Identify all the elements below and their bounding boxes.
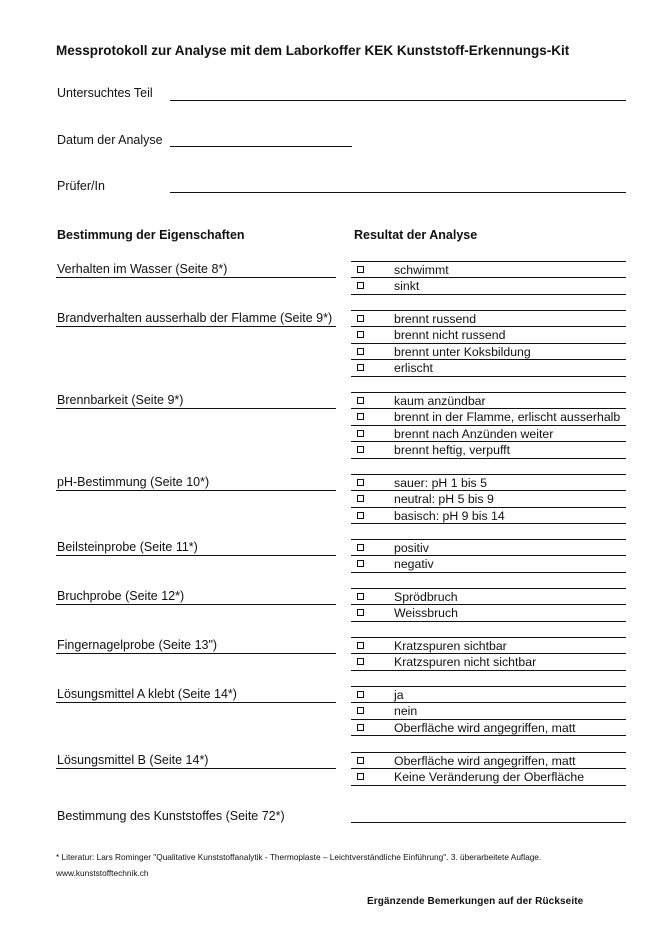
option-rule (351, 719, 626, 720)
option-checkbox[interactable] (357, 757, 364, 764)
option-rule (351, 539, 626, 540)
result-header: Resultat der Analyse (354, 228, 478, 242)
option-label: nein (394, 704, 418, 719)
option-row[interactable] (351, 475, 626, 491)
option-checkbox[interactable] (357, 773, 364, 780)
option-label: negativ (394, 557, 434, 572)
option-checkbox[interactable] (357, 724, 364, 731)
section-label: Beilsteinprobe (Seite 11*) (57, 540, 198, 554)
date-field-line[interactable] (170, 146, 352, 147)
plastic-determination-line[interactable] (351, 822, 626, 823)
option-row[interactable] (351, 769, 626, 785)
option-label: brennt nach Anzünden weiter (394, 426, 554, 441)
part-label: Untersuchtes Teil (57, 86, 153, 100)
section-underline (56, 490, 336, 491)
option-row[interactable] (351, 344, 626, 360)
option-rule (351, 768, 626, 769)
option-checkbox[interactable] (357, 593, 364, 600)
remarks-note: Ergänzende Bemerkungen auf der Rückseite (367, 896, 584, 907)
option-label: erlischt (394, 361, 433, 376)
option-row[interactable] (351, 278, 626, 294)
literature-footnote: * Literatur: Lars Rominger "Qualitative Kunststoffanalytik - Thermoplaste – Leichtverständliche Einführung". 3. überarbeitete Auflage. (56, 852, 542, 862)
option-rule (351, 326, 626, 327)
option-checkbox[interactable] (357, 707, 364, 714)
section-underline (56, 408, 336, 409)
section-label: Lösungsmittel A klebt (Seite 14*) (57, 687, 237, 701)
option-rule (351, 277, 626, 278)
option-checkbox[interactable] (357, 495, 364, 502)
website-link[interactable]: www.kunststofftechnik.ch (56, 868, 149, 878)
option-label: Sprödbruch (394, 590, 458, 604)
properties-header: Bestimmung der Eigenschaften (57, 228, 245, 242)
option-checkbox[interactable] (357, 430, 364, 437)
option-rule (351, 392, 626, 393)
option-checkbox[interactable] (357, 446, 364, 453)
option-checkbox[interactable] (357, 609, 364, 616)
option-row[interactable] (351, 311, 626, 327)
option-rule (351, 752, 626, 753)
option-checkbox[interactable] (357, 642, 364, 649)
section-label: Brandverhalten ausserhalb der Flamme (Seite 9*) (57, 311, 333, 325)
option-label: kaum anzündbar (394, 394, 486, 408)
option-row[interactable] (351, 393, 626, 409)
option-row[interactable] (351, 262, 626, 278)
section-label: Fingernagelprobe (Seite 13") (57, 638, 218, 652)
option-rule (351, 555, 626, 556)
option-rule (351, 621, 626, 622)
option-row[interactable] (351, 703, 626, 719)
option-label: Keine Veränderung der Oberfläche (394, 770, 585, 785)
option-checkbox[interactable] (357, 413, 364, 420)
section-underline (56, 277, 336, 278)
inspector-field-line[interactable] (170, 192, 626, 193)
document-title: Messprotokoll zur Analyse mit dem Laborkoffer KEK Kunststoff-Erkennungs-Kit (56, 43, 570, 58)
option-rule (351, 261, 626, 262)
option-row[interactable] (351, 605, 626, 621)
option-row[interactable] (351, 360, 626, 376)
section-underline (56, 326, 336, 327)
date-label: Datum der Analyse (57, 133, 163, 147)
option-checkbox[interactable] (357, 266, 364, 273)
section-underline (56, 653, 336, 654)
option-label: Kratzspuren sichtbar (394, 639, 507, 653)
option-rule (351, 637, 626, 638)
section-label: Verhalten im Wasser (Seite 8*) (57, 262, 228, 276)
option-rule (351, 441, 626, 442)
option-rule (351, 490, 626, 491)
option-label: ja (394, 688, 404, 702)
option-rule (351, 735, 626, 736)
option-rule (351, 376, 626, 377)
option-checkbox[interactable] (357, 512, 364, 519)
option-row[interactable] (351, 638, 626, 654)
option-checkbox[interactable] (357, 691, 364, 698)
option-rule (351, 425, 626, 426)
option-label: brennt heftig, verpufft (394, 443, 510, 458)
section-underline (56, 768, 336, 769)
option-label: sauer: pH 1 bis 5 (394, 476, 487, 490)
option-rule (351, 310, 626, 311)
option-checkbox[interactable] (357, 658, 364, 665)
option-checkbox[interactable] (357, 315, 364, 322)
option-label: neutral: pH 5 bis 9 (394, 492, 494, 507)
option-label: brennt russend (394, 312, 477, 326)
option-rule (351, 604, 626, 605)
option-rule (351, 702, 626, 703)
option-rule (351, 408, 626, 409)
option-label: brennt nicht russend (394, 328, 506, 343)
section-label: Bruchprobe (Seite 12*) (57, 589, 185, 603)
option-label: basisch: pH 9 bis 14 (394, 508, 505, 523)
option-checkbox[interactable] (357, 282, 364, 289)
option-rule (351, 523, 626, 524)
option-rule (351, 294, 626, 295)
option-rule (351, 359, 626, 360)
option-label: brennt unter Koksbildung (394, 344, 531, 359)
option-row[interactable] (351, 426, 626, 442)
option-checkbox[interactable] (357, 479, 364, 486)
option-row[interactable] (351, 442, 626, 458)
option-checkbox[interactable] (357, 544, 364, 551)
section-underline (56, 702, 336, 703)
option-rule (351, 507, 626, 508)
section-underline (56, 555, 336, 556)
option-row[interactable] (351, 540, 626, 556)
option-label: positiv (394, 541, 429, 555)
option-checkbox[interactable] (357, 560, 364, 567)
option-rule (351, 343, 626, 344)
inspector-label: Prüfer/In (57, 179, 105, 193)
section-label: pH-Bestimmung (Seite 10*) (57, 475, 210, 489)
section-label: Lösungsmittel B (Seite 14*) (57, 753, 209, 767)
option-row[interactable] (351, 327, 626, 343)
option-label: brennt in der Flamme, erlischt ausserhalb (394, 410, 621, 425)
option-label: Oberfläche wird angegriffen, matt (394, 720, 576, 735)
option-row[interactable] (351, 687, 626, 703)
option-row[interactable] (351, 556, 626, 572)
option-row[interactable] (351, 753, 626, 769)
option-row[interactable] (351, 491, 626, 507)
option-rule (351, 653, 626, 654)
option-rule (351, 670, 626, 671)
section-underline (56, 604, 336, 605)
option-label: schwimmt (394, 263, 449, 277)
option-rule (351, 686, 626, 687)
option-checkbox[interactable] (357, 331, 364, 338)
option-row[interactable] (351, 508, 626, 524)
option-label: Oberfläche wird angegriffen, matt (394, 754, 576, 768)
option-row[interactable] (351, 654, 626, 670)
plastic-determination-label: Bestimmung des Kunststoffes (Seite 72*) (57, 809, 285, 823)
option-checkbox[interactable] (357, 348, 364, 355)
option-checkbox[interactable] (357, 397, 364, 404)
option-row[interactable] (351, 720, 626, 736)
option-checkbox[interactable] (357, 364, 364, 371)
option-label: Kratzspuren nicht sichtbar (394, 655, 537, 670)
option-label: Weissbruch (394, 606, 459, 621)
section-label: Brennbarkeit (Seite 9*) (57, 393, 184, 407)
option-rule (351, 785, 626, 786)
option-rule (351, 588, 626, 589)
option-row[interactable] (351, 589, 626, 605)
option-row[interactable] (351, 409, 626, 425)
option-rule (351, 572, 626, 573)
option-rule (351, 474, 626, 475)
option-label: sinkt (394, 279, 420, 294)
part-field-line[interactable] (170, 100, 626, 101)
option-rule (351, 458, 626, 459)
